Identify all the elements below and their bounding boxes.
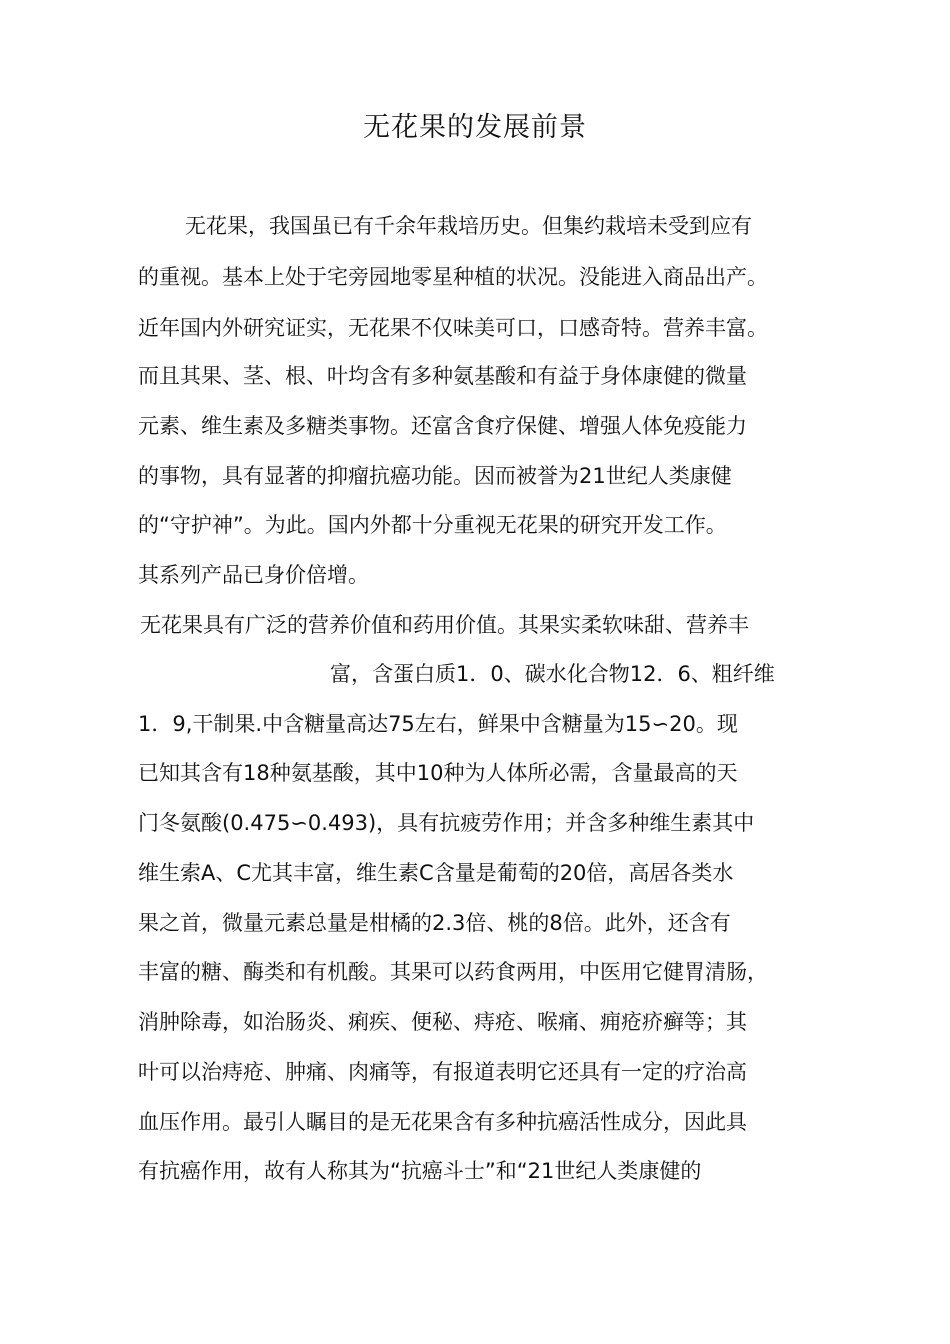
body-line: 富，含蛋白质1．0、碳水化合物12．6、粗纤维 [330, 662, 775, 686]
body-line: 叶可以治痔疮、肿痛、肉痛等，有报道表明它还具有一定的疗治高 [138, 1060, 747, 1084]
body-line: 已知其含有18种氨基酸，其中10种为人体所必需，含量最高的天 [138, 761, 738, 785]
body-line: 消肿除毒，如治肠炎、痢疾、便秘、痔疮、喉痛、痈疮疥癣等；其 [138, 1010, 747, 1034]
body-line: 丰富的糖、酶类和有机酸。其果可以药食两用，中医用它健胃清肠， [138, 960, 768, 984]
body-line: 无花果，我国虽已有千余年栽培历史。但集约栽培未受到应有 [185, 214, 752, 238]
body-line: 元素、维生素及多糖类事物。还富含食疗保健、增强人体免疫能力 [138, 414, 747, 438]
document-title: 无花果的发展前景 [363, 112, 587, 143]
body-line: 而且其果、茎、根、叶均含有多种氨基酸和有益于身体康健的微量 [138, 364, 747, 388]
body-line: 其系列产品已身价倍增。 [138, 563, 369, 587]
body-line: 近年国内外研究证实，无花果不仅味美可口，口感奇特。营养丰富。 [138, 316, 768, 340]
body-line: 的事物，具有显著的抑瘤抗癌功能。因而被誉为21世纪人类康健 [138, 464, 732, 488]
body-line: 无花果具有广泛的营养价值和药用价值。其果实柔软味甜、营养丰 [140, 613, 749, 637]
body-line: 的重视。基本上处于宅旁园地零星种植的状况。没能进入商品出产。 [138, 265, 768, 289]
body-line: 维生索A、C尤其丰富，维生素C含量是葡萄的20倍，高居各类水 [138, 861, 734, 885]
body-line: 的“守护神”。为此。国内外都十分重视无花果的研究开发工作。 [138, 513, 727, 537]
body-line: 门冬氨酸(0.475∽0.493)，具有抗疲劳作用；并含多种维生素其中 [138, 811, 755, 835]
body-line: 果之首，微量元素总量是柑橘的2.3倍、桃的8倍。此外，还含有 [138, 911, 731, 935]
body-line: 血压作用。最引人瞩目的是无花果含有多种抗癌活性成分，因此具 [138, 1110, 747, 1134]
body-line: 1．9,干制果.中含糖量高达75左右，鲜果中含糖量为15∽20。现 [138, 712, 738, 736]
body-line: 有抗癌作用，故有人称其为“抗癌斗士”和“21世纪人类康健的 [138, 1159, 702, 1183]
